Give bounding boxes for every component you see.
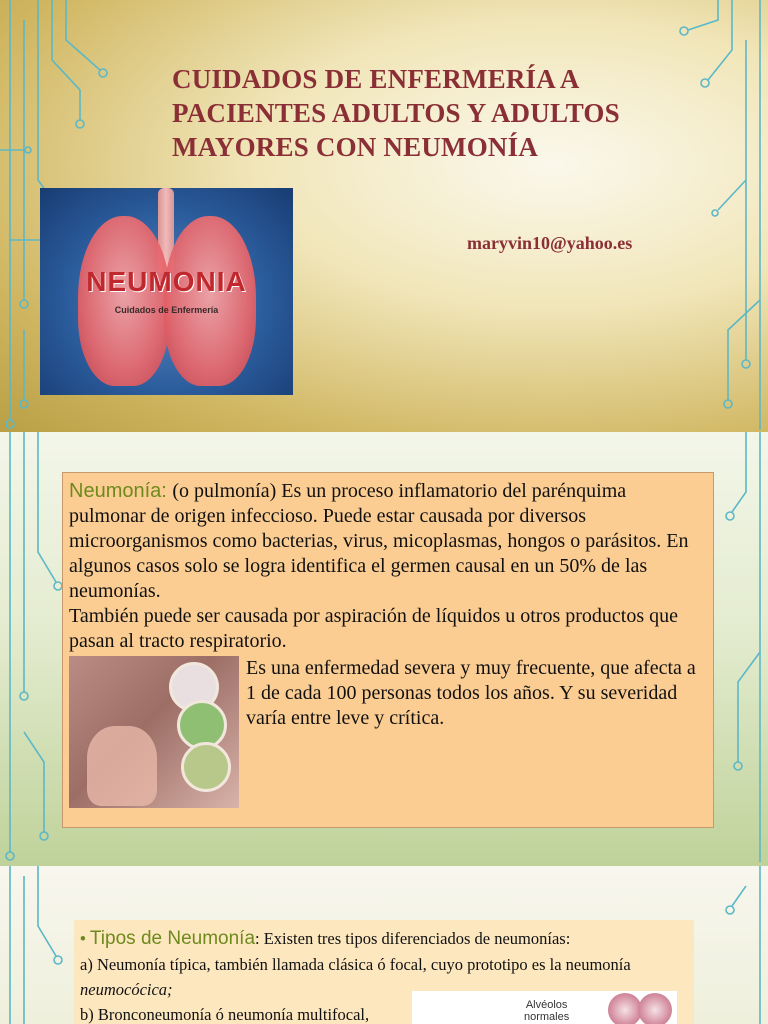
severity-section [69,656,705,816]
definition-box [62,472,714,828]
image-heading: NEUMONIA [86,266,247,297]
alveoli-illustration [412,991,677,1024]
lung-shape [87,726,157,806]
image-subheading: Cuidados de Enfermería [114,305,219,315]
circuit-decoration-right [708,866,768,1024]
aspiration-paragraph: También puede ser causada por aspiración de líquidos u otros productos que pasan al tracto respiratorio. [69,605,678,652]
circuit-decoration-left [0,866,70,1024]
author-email: maryvin10@yahoo.es [467,233,633,253]
title-line-2: PACIENTES ADULTOS Y ADULTOS [172,98,620,128]
alveoli-label-line-2: normales [524,1011,570,1023]
types-heading [80,926,694,952]
lungs-illustration [40,188,293,395]
definition-text: (o pulmonía) Es un proceso inflamatorio del parénquima pulmonar de origen infeccioso. Puede estar causada por diversos microorganismos como bacterias, virus, micoplasmas, hongos o parásitos. En algunos casos solo se logra identifica el germen causal en un 50% de las neumonías. [69,480,689,602]
title-line-3: MAYORES CON NEUMONÍA [172,132,539,162]
title-line-1: CUIDADOS DE ENFERMERÍA A [172,64,580,94]
type-b: b) Bronconeumonía ó neumonía multifocal, [80,1005,370,1024]
right-lung-shape [164,216,256,386]
definition-paragraph [69,479,705,604]
slide-types [0,866,768,1024]
bullet: • [80,930,86,948]
left-lung-shape [78,216,170,386]
microbe-circle [181,742,231,792]
slide-title [0,0,768,432]
alveolus-shape [638,993,672,1024]
types-heading-rest: : Existen tres tipos diferenciados de neumonías: [255,929,571,948]
term-tipos-de-neumonia: Tipos de Neumonía [89,928,256,949]
type-a-text: a) Neumonía típica, también llamada clásica ó focal, cuyo prototipo es la neumonía [80,955,631,974]
circuit-decoration-right [708,432,768,866]
patient-coughing-illustration [69,656,239,808]
presentation-title [172,62,692,164]
alveolus-shape [608,993,642,1024]
severity-text: Es una enfermedad severa y muy frecuente, que afecta a 1 de cada 100 personas todos los años. Y su severidad varía entre leve y crítica. [246,657,696,729]
type-a-italic: neumocócica; [80,980,173,999]
alveoli-label [524,999,569,1023]
slide-definition [0,432,768,866]
term-neumonia: Neumonía: [69,480,173,502]
alveoli-label-line-1: Alvéolos [525,999,568,1011]
